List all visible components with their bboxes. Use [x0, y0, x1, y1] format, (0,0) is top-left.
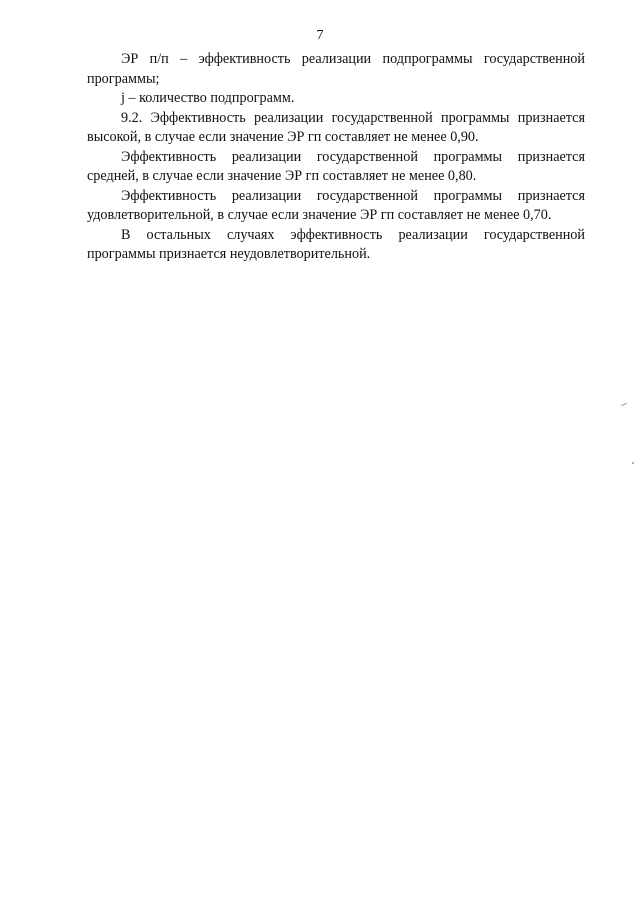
paragraph-j-definition: j – количество подпрограмм. [121, 90, 295, 106]
paragraph-satisfactory-efficiency: Эффективность реализации государственной программы признается удовлетворительной, в случае если значение ЭР гп составляет не менее 0,70. [87, 187, 585, 223]
page-number: 7 [316, 28, 324, 43]
paragraph-unsatisfactory-efficiency: В остальных случаях эффективность реализации государственной программы признается неудовлетворительной. [87, 226, 585, 262]
paragraph-medium-efficiency: Эффективность реализации государственной программы признается средней, в случае если значение ЭР гп составляет не менее 0,80. [87, 148, 585, 184]
paragraph-high-efficiency: 9.2. Эффективность реализации государственной программы признается высокой, в случае если значение ЭР гп составляет не менее 0,90. [87, 109, 585, 145]
scan-speck [621, 403, 627, 406]
document-body [87, 50, 585, 265]
scan-speck [632, 462, 634, 464]
paragraph-er-pp-definition: ЭР п/п – эффективность реализации подпрограммы государственной программы; [87, 51, 585, 87]
